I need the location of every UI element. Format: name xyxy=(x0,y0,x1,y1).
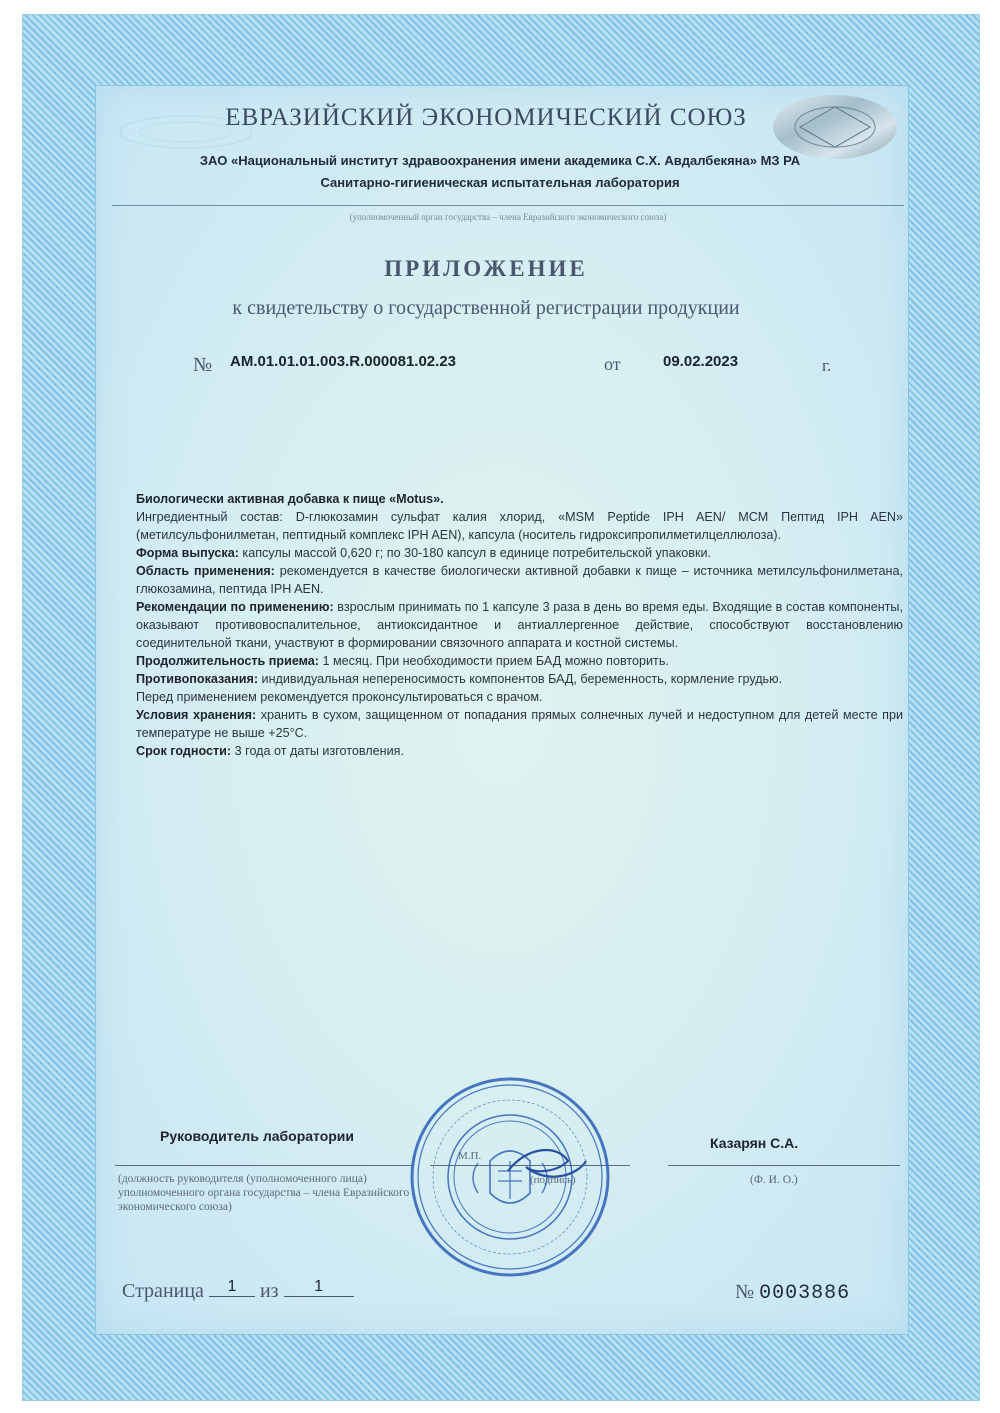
year-suffix: г. xyxy=(822,356,832,375)
document-title: ПРИЛОЖЕНИЕ xyxy=(384,256,588,281)
registration-date: 09.02.2023 xyxy=(663,353,739,370)
official-seal-icon xyxy=(408,1075,613,1280)
signatory-position: Руководитель лаборатории xyxy=(160,1128,355,1144)
duration-text: 1 месяц. При необходимости прием БАД можно повторить. xyxy=(319,654,669,668)
duration-label: Продолжительность приема: xyxy=(136,654,320,668)
registration-number: AM.01.01.01.003.R.000081.02.23 xyxy=(230,353,457,370)
signatory-name: Казарян С.А. xyxy=(710,1135,799,1151)
shelf-paragraph xyxy=(136,742,903,760)
page-label: Страница xyxy=(122,1280,204,1302)
page-numbering xyxy=(122,1280,354,1303)
position-line xyxy=(115,1165,412,1166)
form-text: капсулы массой 0,620 г; по 30-180 капсул в единице потребительской упаковки. xyxy=(238,546,712,560)
shelf-text: 3 года от даты изготовления. xyxy=(231,744,404,758)
serial-label: № xyxy=(735,1281,755,1303)
of-label: из xyxy=(259,1280,279,1302)
laboratory-name: Санитарно-гигиеническая испытательная лаборатория xyxy=(320,175,680,190)
storage-paragraph xyxy=(136,706,903,742)
contra-paragraph xyxy=(136,670,903,688)
usage-label: Рекомендации по применению: xyxy=(136,600,334,614)
form-paragraph xyxy=(136,544,903,562)
ingredients-text: Ингредиентный состав: D-глюкозамин сульфат калия хлорид, «MSM Peptide IPH AEN/ MCM Пептид IPH AEN» (метилсульфонилметан, пептидный комплекс IPH AEN), капсула (носитель гидроксипропилметилцеллюлоза). xyxy=(136,510,903,542)
seal-place-caption: М.П. xyxy=(458,1150,482,1162)
serial-number: 0003886 xyxy=(759,1282,851,1305)
number-label: № xyxy=(193,354,213,376)
storage-text: хранить в сухом, защищенном от попадания прямых солнечных лучей и недоступном для детей месте при температуре не выше +25°С. xyxy=(136,708,904,740)
institute-name: ЗАО «Национальный институт здравоохранения имени академика С.Х. Авдалбекяна» МЗ РА xyxy=(199,153,801,168)
authority-caption: (уполномоченный орган государства – члена Евразийского экономического союза) xyxy=(349,212,667,222)
date-label: от xyxy=(604,354,621,374)
contra-label: Противопоказания: xyxy=(136,672,259,686)
page-total: 1 xyxy=(284,1278,354,1297)
area-text: рекомендуется в качестве биологически активной добавки к пище – источника метилсульфонилметана, глюкозамина, пептида IPH AEN. xyxy=(136,564,903,596)
area-label: Область применения: xyxy=(136,564,275,578)
position-caption: (должность руководителя (уполномоченного лица) уполномоченного органа государства – члена Евразийского экономического союза) xyxy=(118,1173,410,1213)
page-current: 1 xyxy=(209,1278,255,1297)
area-paragraph xyxy=(136,562,903,598)
header-divider xyxy=(112,205,904,206)
usage-text: взрослым принимать по 1 капсуле 3 раза в день во время еды. Входящие в состав компоненты, оказывают противовоспалительное, антиоксидантное и антиаллергенное действие, способствуют восстановлению соединительной ткани, участвуют в формировании связочного аппарата и костной системы. xyxy=(136,600,903,650)
product-description xyxy=(136,490,903,760)
serial-block xyxy=(735,1281,850,1305)
contra-text: индивидуальная непереносимость компонентов БАД, беременность, кормление грудью. xyxy=(258,672,783,686)
fio-caption: (Ф. И. О.) xyxy=(750,1174,798,1186)
document-subtitle: к свидетельству о государственной регистрации продукции xyxy=(232,297,740,319)
signature-caption: (подпись) xyxy=(530,1174,576,1186)
usage-paragraph xyxy=(136,598,903,652)
form-label: Форма выпуска: xyxy=(136,546,239,560)
consult-text: Перед применением рекомендуется проконсультироваться с врачом. xyxy=(136,690,543,704)
union-name: ЕВРАЗИЙСКИЙ ЭКОНОМИЧЕСКИЙ СОЮЗ xyxy=(225,104,747,131)
product-title: Биологически активная добавка к пище «Motus». xyxy=(136,492,444,506)
storage-label: Условия хранения: xyxy=(136,708,257,722)
shelf-label: Срок годности: xyxy=(136,744,232,758)
name-line xyxy=(668,1165,900,1166)
duration-paragraph xyxy=(136,652,903,670)
